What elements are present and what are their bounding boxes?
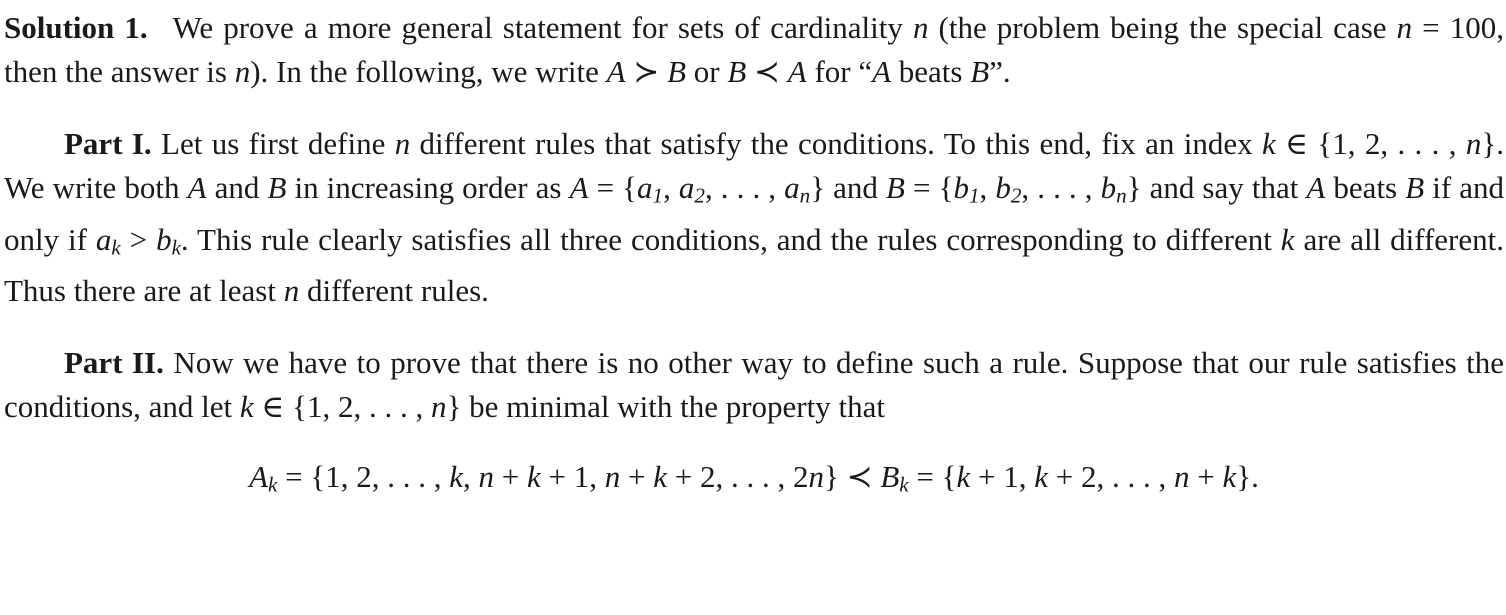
- math-var: n: [912, 10, 929, 45]
- text-run: , . . . ,: [704, 170, 785, 205]
- math-subscript: k: [899, 472, 909, 497]
- text-run: We prove a more general statement for sets of cardinality: [147, 10, 913, 45]
- text-run: beats: [891, 54, 971, 89]
- math-var: B: [880, 459, 900, 495]
- math-var: k: [527, 459, 541, 495]
- text-run: ≺: [746, 54, 788, 89]
- math-var: k: [1222, 459, 1237, 495]
- math-subscript: k: [268, 472, 278, 497]
- math-var: a: [637, 170, 653, 205]
- math-var: n: [1396, 10, 1413, 45]
- math-var: n: [283, 273, 300, 309]
- math-subscript: 2: [1010, 183, 1022, 208]
- text-run: and: [206, 170, 268, 205]
- math-subscript: k: [111, 235, 121, 260]
- text-run: (the problem being the special case: [928, 10, 1397, 45]
- math-var: B: [1405, 170, 1425, 205]
- math-var: A: [569, 170, 589, 205]
- text-run: or: [686, 54, 728, 89]
- math-var: n: [604, 459, 621, 495]
- bold-label: Part II.: [64, 345, 164, 381]
- text-run: } and say that: [1126, 170, 1307, 205]
- math-var: k: [653, 459, 667, 495]
- math-var: B: [667, 54, 686, 89]
- text-run: = {: [904, 170, 954, 205]
- text-run: ,: [463, 459, 479, 495]
- text-run: if and only if: [4, 170, 1505, 257]
- text-run: = {: [588, 170, 638, 205]
- bold-label: Solution 1.: [4, 10, 148, 45]
- math-subscript: 1: [968, 183, 980, 208]
- math-var: n: [478, 459, 495, 495]
- math-subscript: n: [1116, 183, 1127, 208]
- text-run: ). In the following, we write: [250, 54, 607, 89]
- text-run: +: [620, 459, 654, 495]
- math-var: A: [872, 54, 892, 89]
- math-var: k: [956, 459, 971, 495]
- text-run: Now we have to prove that there is no other way to define such a rule. Suppose that our rule satisfies the conditions, and let: [4, 345, 1504, 425]
- text-run: ∈ {1, 2, . . . ,: [1275, 126, 1466, 161]
- math-var: k: [1261, 126, 1276, 161]
- text-run: + 2, . . . , 2: [667, 459, 809, 495]
- text-run: different rules.: [299, 273, 489, 309]
- math-var: b: [1100, 170, 1117, 205]
- math-var: n: [431, 389, 447, 425]
- math-var: B: [970, 54, 990, 89]
- math-var: n: [394, 126, 411, 161]
- text-run: ,: [663, 170, 679, 205]
- math-subscript: 2: [694, 183, 705, 208]
- part-i-paragraph: [4, 122, 1504, 313]
- text-run: = {: [908, 459, 957, 495]
- math-var: A: [787, 54, 807, 89]
- part-ii-paragraph: [4, 341, 1504, 429]
- text-run: = 100, then the answer is: [4, 10, 1504, 89]
- text-run: } ≺: [823, 459, 881, 495]
- math-var: n: [1465, 126, 1482, 161]
- math-var: a: [95, 221, 112, 257]
- text-run: different rules that satisfy the conditions. To this end, fix an index: [410, 126, 1262, 161]
- math-var: a: [784, 170, 800, 205]
- text-run: . This rule clearly satisfies all three conditions, and the rules corresponding to different: [180, 221, 1281, 257]
- text-run: for “: [806, 54, 873, 89]
- math-var: n: [234, 54, 251, 89]
- math-var: b: [953, 170, 969, 205]
- text-run: + 1,: [540, 459, 605, 495]
- text-run: + 1,: [970, 459, 1035, 495]
- math-var: b: [156, 221, 172, 257]
- text-run: beats: [1325, 170, 1406, 205]
- text-run: ”.: [989, 54, 1011, 89]
- text-run: , . . . ,: [1021, 170, 1101, 205]
- text-run: >: [120, 221, 157, 257]
- bold-label: Part I.: [64, 126, 152, 161]
- solution-paragraph: [4, 6, 1504, 94]
- text-run: ,: [979, 170, 996, 205]
- math-var: n: [808, 459, 824, 495]
- math-var: k: [449, 459, 464, 495]
- text-run: ≻: [625, 54, 668, 89]
- math-subscript: 1: [652, 183, 664, 208]
- math-var: A: [249, 459, 269, 495]
- math-subscript: n: [799, 183, 811, 208]
- text-run: }.: [1236, 459, 1259, 495]
- text-run: Let us first define: [151, 126, 395, 161]
- text-run: +: [1189, 459, 1223, 495]
- text-run: + 2, . . . ,: [1048, 459, 1175, 495]
- math-var: a: [678, 170, 695, 205]
- math-var: B: [886, 170, 905, 205]
- text-run: } be minimal with the property that: [446, 389, 885, 425]
- text-run: in increasing order as: [286, 170, 570, 205]
- text-run: are all different. Thus there are at least: [4, 221, 1505, 309]
- math-var: k: [1280, 221, 1295, 257]
- text-run: +: [494, 459, 527, 495]
- math-var: B: [267, 170, 287, 205]
- math-var: B: [727, 54, 747, 89]
- math-var: n: [1174, 459, 1190, 495]
- math-var: A: [187, 170, 207, 205]
- text-run: ∈ {1, 2, . . . ,: [253, 389, 431, 425]
- text-run: }. We write both: [4, 126, 1504, 205]
- math-var: A: [1306, 170, 1326, 205]
- math-var: k: [239, 389, 254, 425]
- math-var: k: [1034, 459, 1049, 495]
- math-var: b: [995, 170, 1011, 205]
- text-run: = {1, 2, . . . ,: [277, 459, 450, 495]
- display-equation: [4, 455, 1504, 507]
- text-run: } and: [810, 170, 886, 205]
- math-subscript: k: [171, 235, 181, 260]
- math-var: A: [606, 54, 626, 89]
